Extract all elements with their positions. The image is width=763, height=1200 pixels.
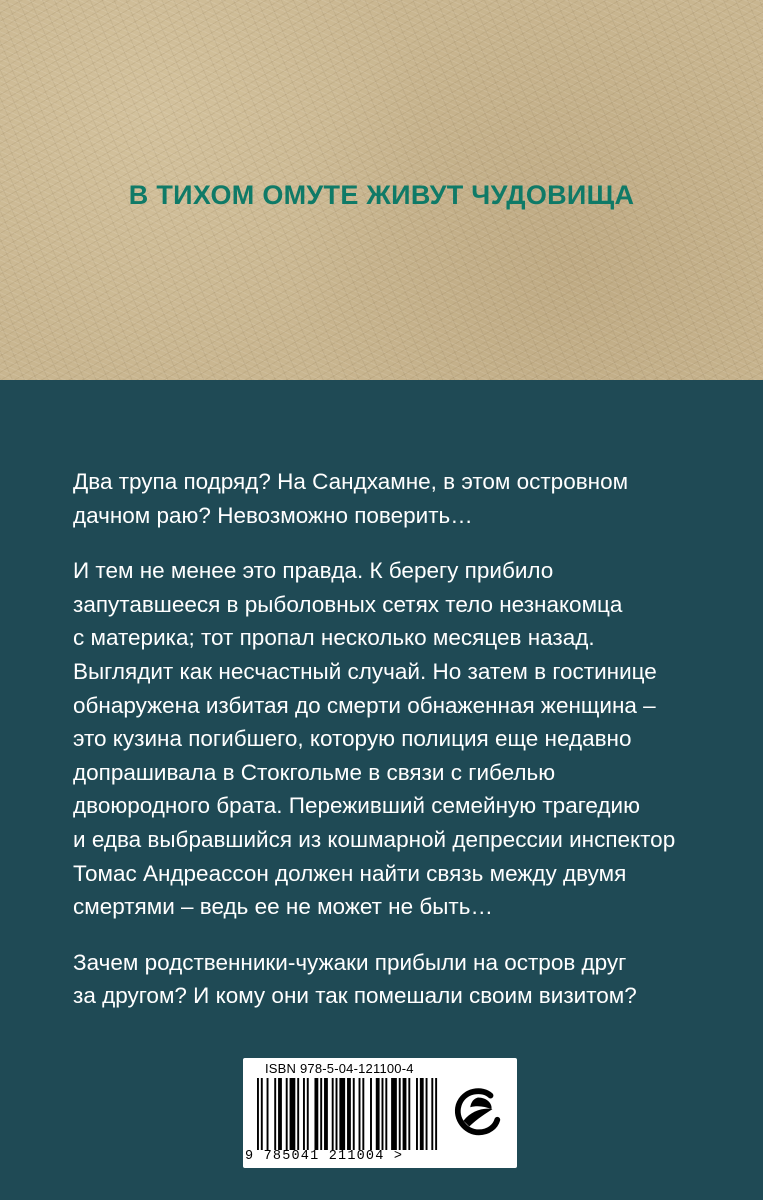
- blurb-paragraph-1: Два трупа подряд? На Сандхамне, в этом островном дачном раю? Невозможно поверить…: [73, 469, 629, 528]
- barcode-bar: [347, 1078, 351, 1150]
- barcode-bar: [339, 1078, 345, 1150]
- barcode-bar: [336, 1078, 338, 1150]
- barcode-bar: [359, 1078, 361, 1150]
- barcode-bar: [403, 1078, 407, 1150]
- barcode-bar: [267, 1078, 269, 1150]
- blurb-text: [73, 465, 713, 1035]
- barcode-icon: [257, 1078, 439, 1150]
- isbn-label: ISBN 978-5-04-121100-4: [265, 1061, 414, 1076]
- blurb-paragraph-2: И тем не менее это правда. К берегу прибило запутавшееся в рыболовных сетях тело незнакомца с материка; тот пропал несколько месяцев назад. Выглядит как несчастный случай. Но затем в гостинице обнаружена избитая до смерти обнаженная женщина – это кузина погибшего, которую полиция еще недавно допрашивала в Стокгольме в связи с гибелью двоюродного брата. Переживший семейную трагедию и едва выбравшийся из кошмарной депрессии инспектор Томас Андреассон должен найти связь между двумя смертями – ведь ее не может не быть…: [73, 558, 676, 920]
- barcode-bar: [382, 1078, 384, 1150]
- barcode-bar: [431, 1078, 433, 1150]
- barcode-bar: [362, 1078, 364, 1150]
- tagline: В ТИХОМ ОМУТЕ ЖИВУТ ЧУДОВИЩА: [128, 180, 635, 210]
- barcode-bar: [376, 1078, 380, 1150]
- barcode-bar: [399, 1078, 401, 1150]
- barcode-bar: [332, 1078, 334, 1150]
- barcode-digits: 9 785041 211004 >: [245, 1149, 404, 1164]
- barcode-bar: [370, 1078, 372, 1150]
- barcode-bar: [353, 1078, 355, 1150]
- barcode-box: [243, 1058, 517, 1168]
- barcode-bar: [278, 1078, 282, 1150]
- barcode-bar: [426, 1078, 428, 1150]
- barcode-bar: [307, 1078, 309, 1150]
- barcode-bar: [391, 1078, 397, 1150]
- barcode-bar: [261, 1078, 263, 1150]
- eksmo-logo-icon: [448, 1084, 506, 1142]
- barcode-bar: [274, 1078, 276, 1150]
- barcode-bar: [385, 1078, 387, 1150]
- barcode-bar: [408, 1078, 410, 1150]
- blurb-paragraph-3: Зачем родственники-чужаки прибыли на остров друг за другом? И кому они так помешали своим визитом?: [73, 949, 637, 1009]
- barcode-bar: [420, 1078, 424, 1150]
- barcode-bar: [314, 1078, 318, 1150]
- barcode-bar: [297, 1078, 299, 1150]
- barcode-bar: [435, 1078, 437, 1150]
- barcode-bar: [303, 1078, 305, 1150]
- barcode-bar: [290, 1078, 296, 1150]
- barcode-bar: [416, 1078, 418, 1150]
- barcode-bar: [257, 1078, 259, 1150]
- barcode-bar: [286, 1078, 288, 1150]
- barcode-bar: [324, 1078, 328, 1150]
- barcode-bar: [320, 1078, 322, 1150]
